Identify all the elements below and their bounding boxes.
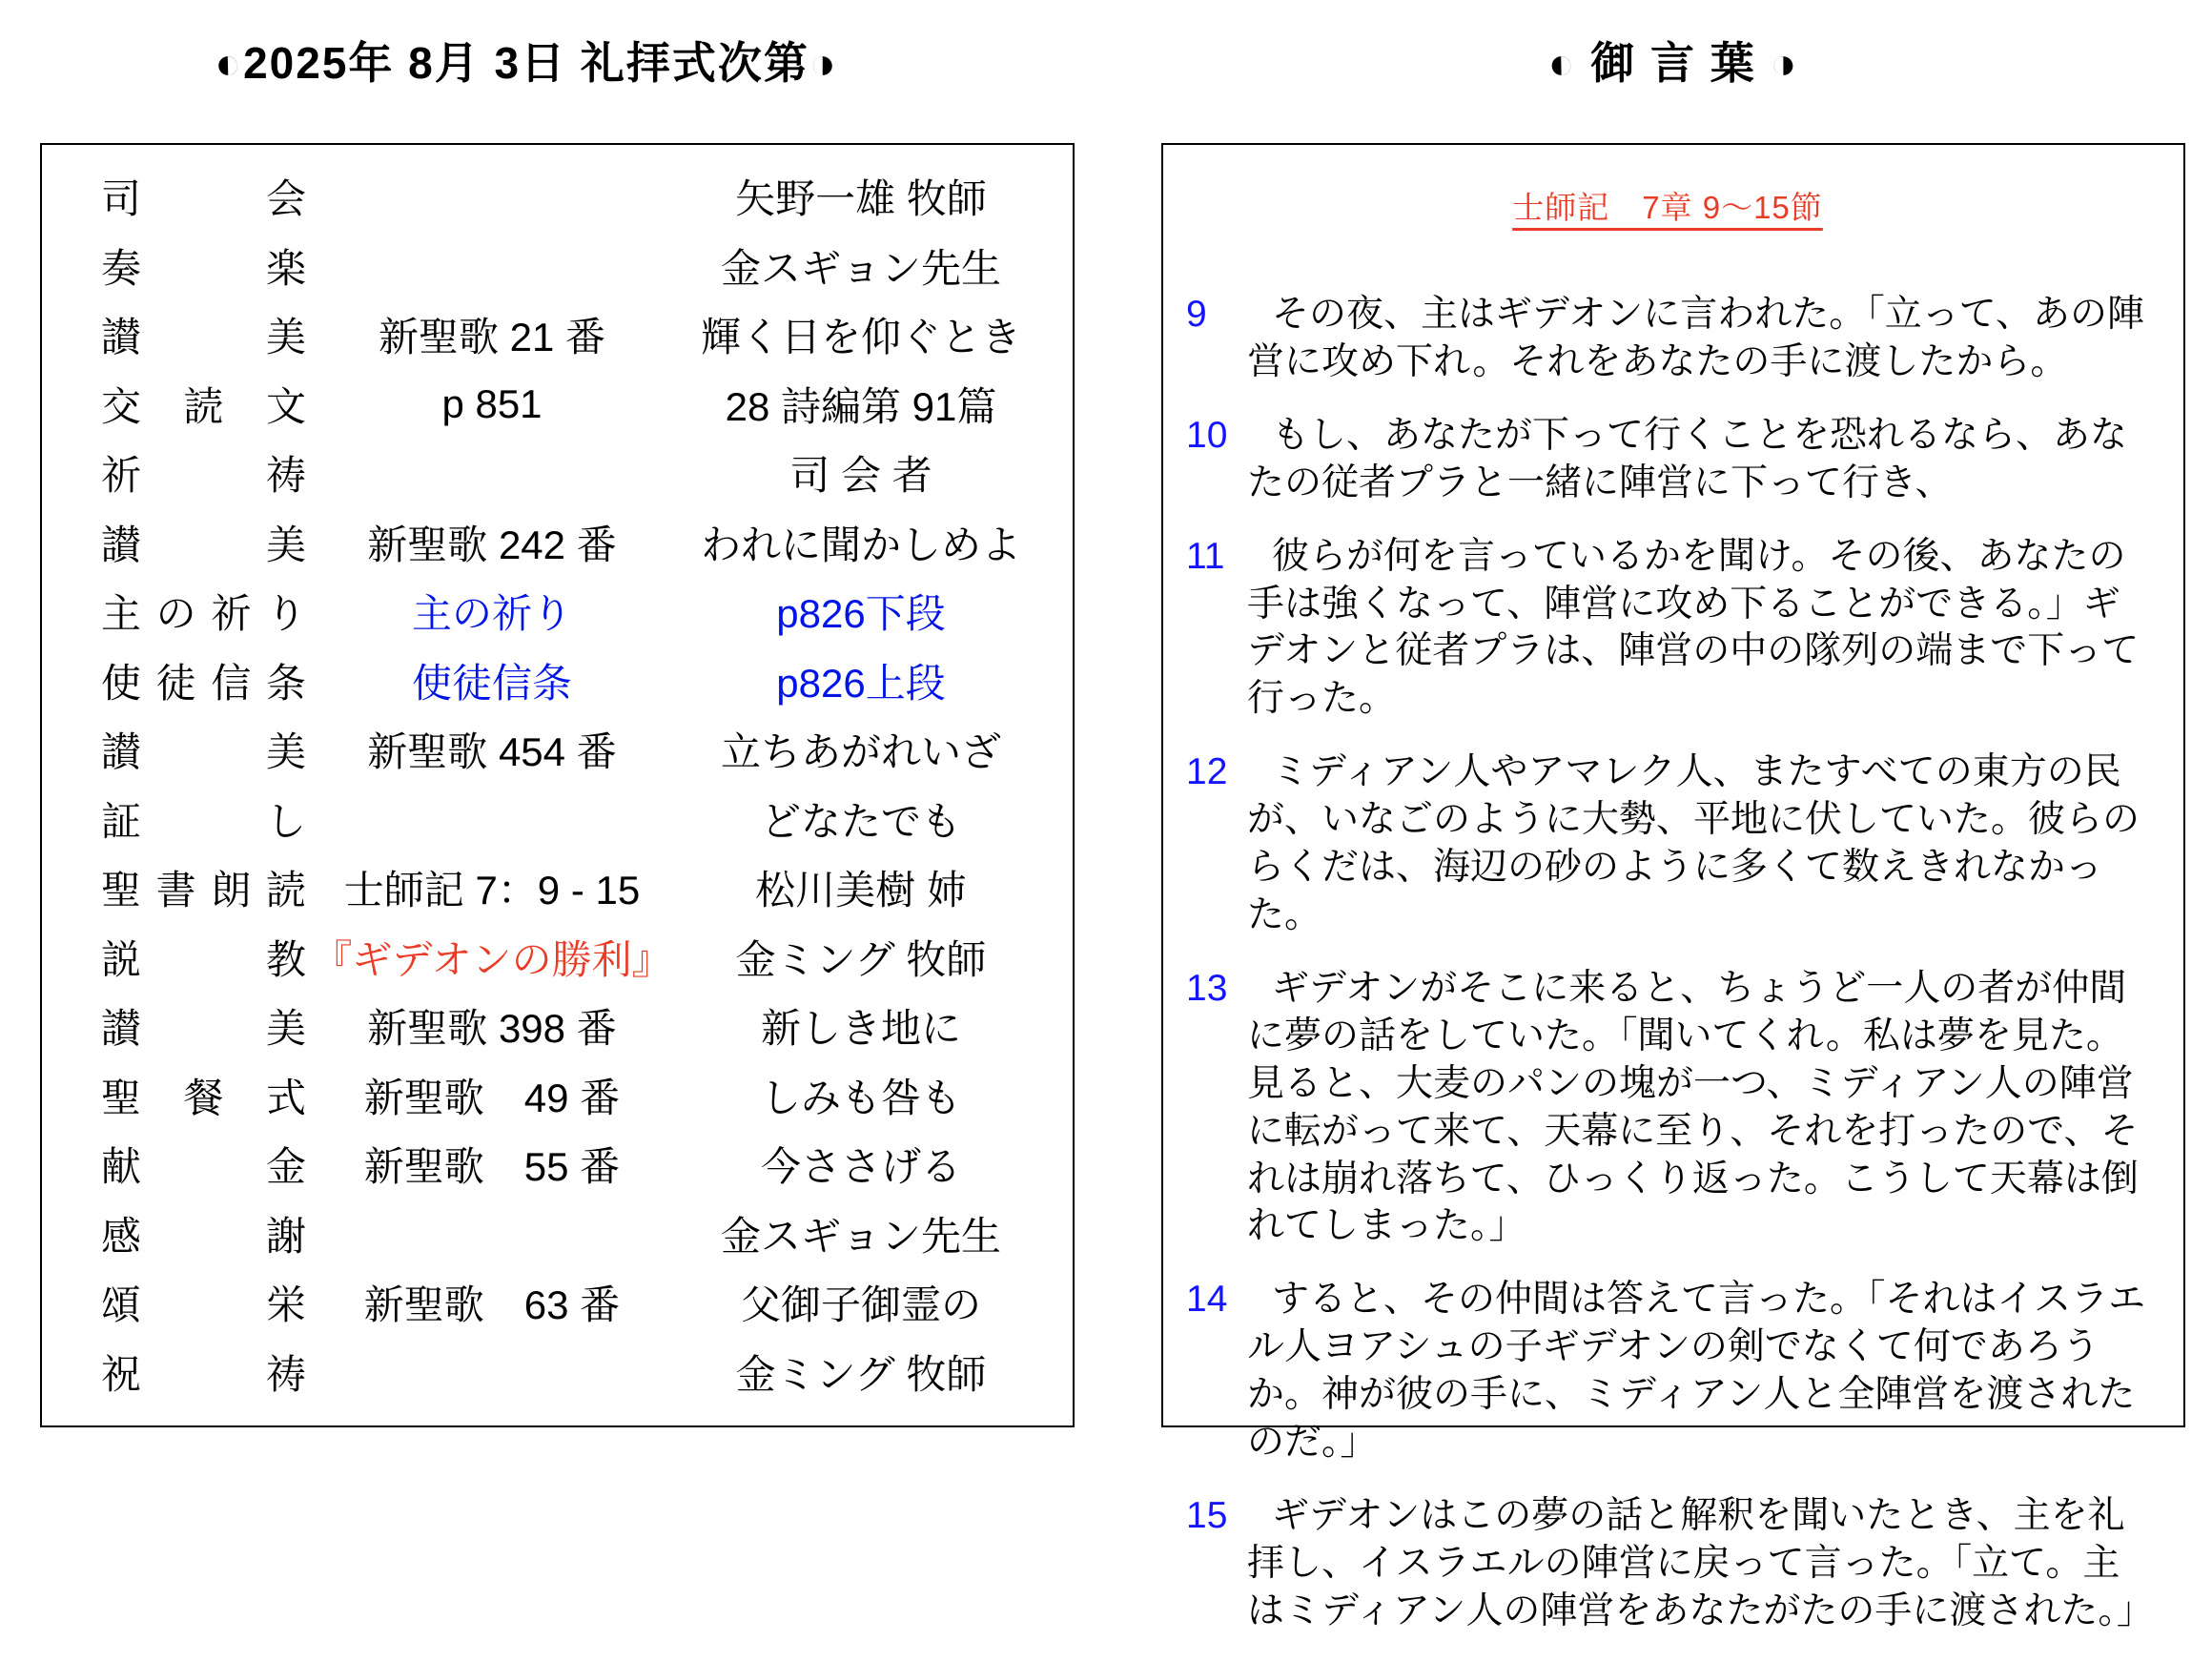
label-char: 餐 — [183, 1075, 224, 1120]
row-middle-value: 新聖歌 63 番 — [363, 1282, 621, 1328]
label-char: 祈 — [211, 591, 252, 637]
row-right-value: われに聞かしめよ — [700, 522, 1021, 567]
label-char: 徒 — [155, 660, 196, 706]
verse-text: その夜、主はギデオンに言われた。「立って、あの陣営に攻め下れ。それをあなたの手に渡したから。 — [1247, 294, 2144, 382]
table-row — [101, 514, 1054, 571]
verse-number: 11 — [1186, 535, 1225, 577]
table-row — [101, 1343, 1054, 1401]
label-char: 献 — [101, 1144, 142, 1190]
service-order-title: ◐2025年 8月 3日 礼拝式次第◑ — [215, 38, 838, 88]
row-item-label — [101, 237, 306, 295]
verse — [1186, 748, 2149, 939]
row-right-value: どなたでも — [760, 798, 961, 844]
service-table — [42, 145, 1073, 1425]
row-item-label — [101, 1343, 306, 1401]
row-middle-value: 使徒信条 — [411, 660, 572, 706]
label-char: り — [265, 591, 306, 637]
row-item-label — [101, 583, 306, 640]
row-item-label — [101, 306, 306, 363]
label-char: 讃 — [101, 729, 142, 775]
verse — [1186, 1276, 2149, 1466]
row-middle-value: 新聖歌 242 番 — [367, 522, 617, 567]
label-char: 交 — [101, 383, 142, 429]
row-middle-value: 新聖歌 398 番 — [367, 1006, 617, 1052]
label-char: 読 — [183, 383, 224, 429]
verse-number: 12 — [1186, 751, 1228, 793]
verse-list — [1186, 291, 2154, 1661]
label-char: の — [155, 591, 196, 637]
table-row — [101, 1205, 1054, 1262]
label-char: 頌 — [101, 1282, 142, 1328]
label-char: 主 — [101, 591, 142, 637]
row-item-label — [101, 1205, 306, 1262]
label-char: 文 — [265, 383, 306, 429]
scripture-panel — [1163, 145, 2183, 1631]
label-char: 楽 — [265, 245, 306, 291]
label-char: 祷 — [265, 1351, 306, 1397]
row-right-value: 矢野一雄 牧師 — [735, 176, 987, 221]
row-middle-value: 士師記 7：9 - 15 — [343, 868, 641, 913]
verse-number: 13 — [1186, 967, 1228, 1009]
row-middle-value: 主の祈り — [411, 591, 572, 637]
label-char: 読 — [265, 868, 306, 913]
row-item-label — [101, 1274, 306, 1331]
table-row — [101, 652, 1054, 709]
row-right-value: 金ミング 牧師 — [735, 1351, 987, 1397]
row-item-label — [101, 444, 306, 502]
table-row — [101, 1136, 1054, 1193]
table-row — [101, 237, 1054, 295]
row-item-label — [101, 790, 306, 848]
verse — [1186, 291, 2149, 386]
row-item-label — [101, 168, 306, 225]
row-right-value: 輝く日を仰ぐとき — [700, 315, 1021, 360]
table-row — [101, 376, 1054, 433]
label-char: 条 — [265, 660, 306, 706]
verse-text: すると、その仲間は答えて言った。「それはイスラエル人ヨアシュの子ギデオンの剣でなくて何であろうか。神が彼の手に、ミディアン人と全陣営を渡されたのだ。」 — [1247, 1279, 2146, 1464]
row-item-label — [101, 1136, 306, 1193]
row-middle-value: 新聖歌 55 番 — [363, 1144, 621, 1190]
verse-text: もし、あなたが下って行くことを恐れるなら、あなたの従者プラと一緒に陣営に下って行き、 — [1247, 414, 2128, 503]
scripture-box — [1161, 143, 2185, 1631]
scripture-panel-title: ◐ 御 言 葉 ◑ — [1547, 38, 1799, 88]
label-char: 証 — [101, 798, 142, 844]
table-row — [101, 1274, 1054, 1331]
service-order-box — [40, 143, 1075, 1427]
label-char: 讃 — [101, 315, 142, 360]
row-right-value: 金スギョン先生 — [720, 245, 1001, 291]
label-char: 信 — [211, 660, 252, 706]
verse-text: 彼らが何を言っているかを聞け。その後、あなたの手は強くなって、陣営に攻め下ることができる。」ギデオンと従者プラは、陣営の中の隊列の端まで下って行った。 — [1247, 535, 2140, 720]
row-right-value: 松川美樹 姉 — [755, 868, 967, 913]
label-char: 讃 — [101, 1006, 142, 1052]
row-right-value: 立ちあがれいざ — [720, 729, 1001, 775]
label-char: 謝 — [265, 1213, 306, 1259]
row-item-label — [101, 652, 306, 709]
table-row — [101, 583, 1054, 640]
row-middle-value: 新聖歌 49 番 — [363, 1075, 621, 1120]
table-row — [101, 1067, 1054, 1124]
table-row — [101, 306, 1054, 363]
verse-text: ギデオンがそこに来ると、ちょうど一人の者が仲間に夢の話をしていた。「聞いてくれ。私は夢を見た。見ると、大麦のパンの塊が一つ、ミディアン人の陣営に転がって来て、天幕に至り、それを打ったので、それは崩れ落ちて、ひっくり返った。こうして天幕は倒れてしまった。」 — [1247, 967, 2139, 1247]
row-right-value: 父御子御霊の — [740, 1282, 981, 1328]
verse-number: 10 — [1186, 414, 1228, 456]
row-middle-value: p 851 — [441, 380, 543, 426]
table-row — [101, 929, 1054, 986]
verse-text: ギデオンはこの夢の話と解釈を聞いたとき、主を礼拝し、イスラエルの陣営に戻って言った。「立て。主はミディアン人の陣営をあなたがたの手に渡された。」 — [1247, 1494, 2154, 1631]
label-char: 書 — [155, 868, 196, 913]
label-char: 美 — [265, 1006, 306, 1052]
label-char: 美 — [265, 522, 306, 567]
label-char: 感 — [101, 1213, 142, 1259]
label-char: 教 — [265, 936, 306, 982]
label-char: 式 — [265, 1075, 306, 1120]
label-char: 祝 — [101, 1351, 142, 1397]
row-item-label — [101, 929, 306, 986]
row-right-value: p826下段 — [776, 591, 946, 637]
label-char: 讃 — [101, 522, 142, 567]
row-middle-value: 新聖歌 454 番 — [367, 729, 617, 775]
verse-number: 14 — [1186, 1279, 1228, 1321]
label-char: 使 — [101, 660, 142, 706]
row-right-value: 司 会 者 — [789, 453, 932, 499]
table-row — [101, 168, 1054, 225]
row-right-value: 金ミング 牧師 — [735, 936, 987, 982]
label-char: し — [265, 798, 306, 844]
row-item-label — [101, 376, 306, 433]
row-right-value: しみも咎も — [760, 1075, 961, 1120]
verse-number: 15 — [1186, 1494, 1228, 1536]
row-item-label — [101, 1067, 306, 1124]
label-char: 奏 — [101, 245, 142, 291]
verse — [1186, 533, 2149, 724]
row-item-label — [101, 997, 306, 1055]
verse-text: ミディアン人やアマレク人、またすべての東方の民が、いなごのように大勢、平地に伏していた。彼らのらくだは、海辺の砂のように多くて数えきれなかった。 — [1247, 751, 2140, 935]
label-char: 美 — [265, 729, 306, 775]
table-row — [101, 859, 1054, 916]
label-char: 聖 — [101, 1075, 142, 1120]
table-row — [101, 721, 1054, 778]
verse — [1186, 1492, 2154, 1635]
row-right-value: p826上段 — [776, 660, 946, 706]
row-right-value: 28 詩編第 91篇 — [725, 383, 997, 429]
verse-number: 9 — [1186, 294, 1207, 335]
row-middle-value: 新聖歌 21 番 — [378, 315, 606, 360]
label-char: 聖 — [101, 868, 142, 913]
table-row — [101, 444, 1054, 502]
row-middle-value: 『ギデオンの勝利』 — [312, 936, 672, 982]
label-char: 会 — [265, 176, 306, 221]
label-char: 美 — [265, 315, 306, 360]
label-char: 祷 — [265, 453, 306, 499]
scripture-reference-heading: 士師記 7章 9～15節 — [1512, 190, 1823, 225]
table-row — [101, 790, 1054, 848]
label-char: 金 — [265, 1144, 306, 1190]
label-char: 朗 — [211, 868, 252, 913]
row-item-label — [101, 721, 306, 778]
row-item-label — [101, 859, 306, 916]
row-right-value: 金スギョン先生 — [720, 1213, 1001, 1259]
verse — [1186, 412, 2149, 507]
row-right-value: 今ささげる — [760, 1144, 961, 1190]
row-item-label — [101, 514, 306, 571]
verse — [1186, 965, 2149, 1250]
label-char: 説 — [101, 936, 142, 982]
label-char: 祈 — [101, 453, 142, 499]
row-right-value: 新しき地に — [760, 1006, 961, 1052]
label-char: 司 — [101, 176, 142, 221]
table-row — [101, 997, 1054, 1055]
label-char: 栄 — [265, 1282, 306, 1328]
